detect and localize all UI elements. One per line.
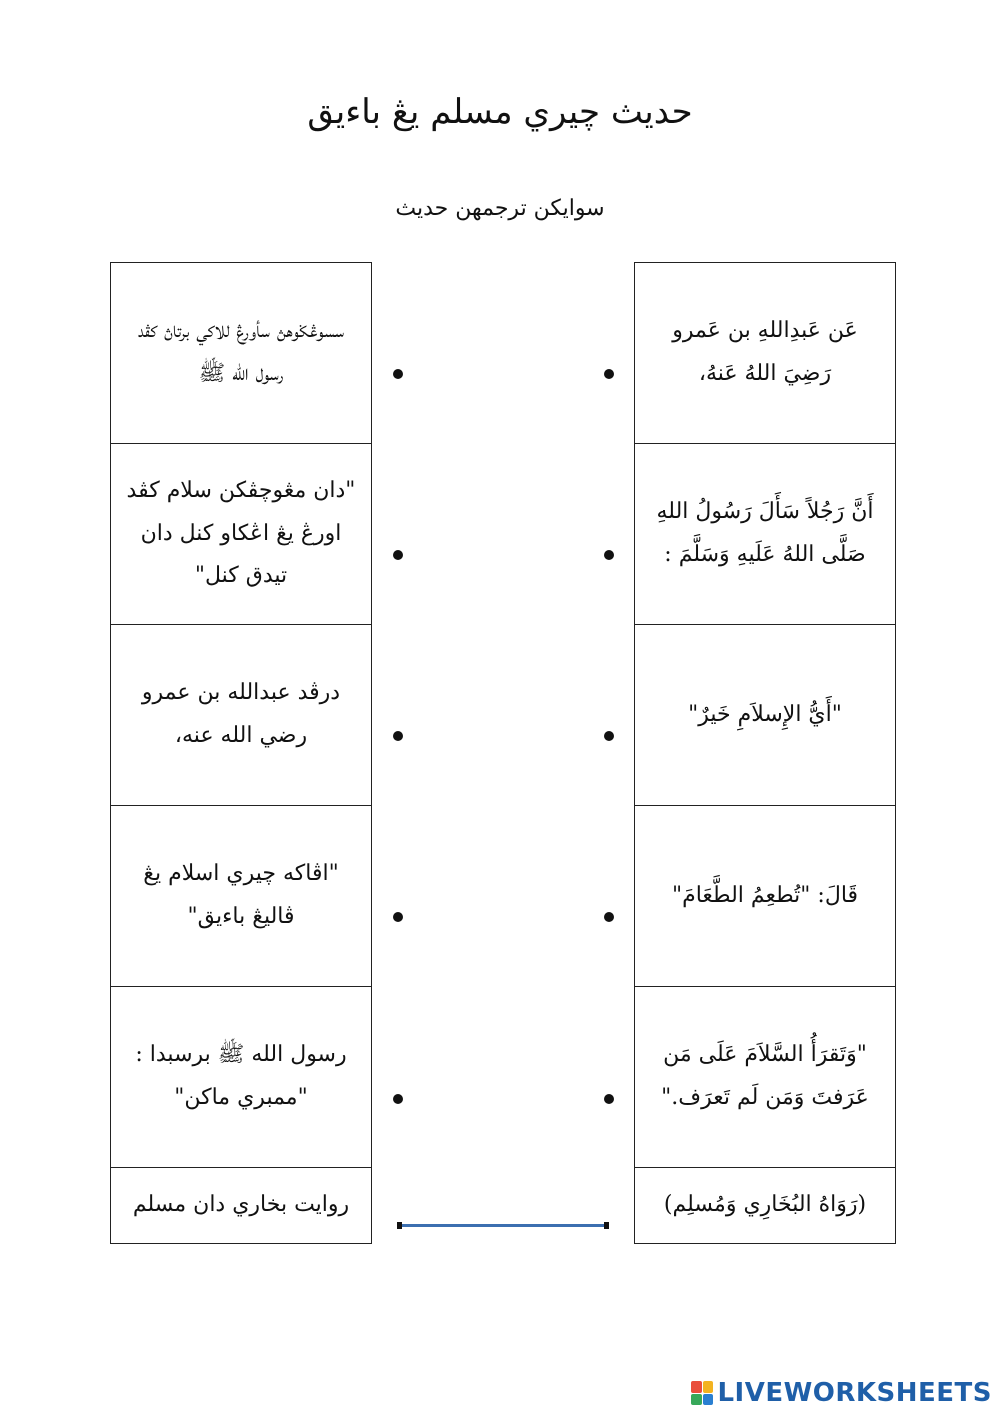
- liveworksheets-logo-icon: [691, 1381, 713, 1405]
- hadith-column: [634, 262, 896, 1244]
- translation-cell-1: سسوڠݢوهڽ سأورڠ للاکي برتاڽ کڤد رسول الله ﷺ: [111, 263, 371, 444]
- hadith-cell-1: عَن عَبدِاللهِ بن عَمرو رَضِيَ اللهُ عَنهُ،: [635, 263, 895, 444]
- hadith-cell-5: "وَتَقرَأُ السَّلاَمَ عَلَى مَن عَرَفتَ وَمَن لَم تَعرَف.": [635, 987, 895, 1168]
- match-dot-right-2[interactable]: [604, 550, 614, 560]
- translation-cell-2: "دان مڠوچڤکن سلام کڤد اورڠ يڠ اڠکاو کنل دان تيدق کنل": [111, 444, 371, 625]
- example-line-end: [604, 1222, 609, 1229]
- match-dot-right-4[interactable]: [604, 912, 614, 922]
- match-dot-left-1[interactable]: [393, 369, 403, 379]
- liveworksheets-brand: [691, 1378, 992, 1408]
- page-title: حديث چيري مسلم يڠ باءيق: [307, 92, 693, 132]
- match-dot-right-3[interactable]: [604, 731, 614, 741]
- match-dot-left-3[interactable]: [393, 731, 403, 741]
- example-line-start: [397, 1222, 402, 1229]
- brand-name: LIVEWORKSHEETS: [717, 1378, 992, 1408]
- hadith-cell-6: (رَوَاهُ البُخَارِي وَمُسلِم): [663, 1192, 867, 1218]
- translation-cell-3: درڤد عبدالله بن عمرو رضي الله عنه،: [111, 625, 371, 806]
- example-match-line: [399, 1224, 607, 1227]
- match-dot-left-5[interactable]: [393, 1094, 403, 1104]
- hadith-cell-4: قَالَ: "تُطعِمُ الطَّعَامَ": [635, 806, 895, 987]
- hadith-cell-2: أَنَّ رَجُلاً سَأَلَ رَسُولُ اللهِ صَلَّى اللهُ عَلَيهِ وَسَلَّمَ :: [635, 444, 895, 625]
- translation-cell-4: "اڤاکه چيري اسلام يڠ ڤاليڠ باءيق": [111, 806, 371, 987]
- match-dot-right-1[interactable]: [604, 369, 614, 379]
- translation-cell-6: روايت بخاري دان مسلم: [132, 1192, 350, 1218]
- hadith-cell-3: "أَيُّ الإِسلاَمِ خَيرٌ": [635, 625, 895, 806]
- translation-column: [110, 262, 372, 1244]
- instruction-text: سوايکن ترجمهن حديث: [395, 196, 605, 221]
- match-dot-left-2[interactable]: [393, 550, 403, 560]
- translation-cell-5: رسول الله ﷺ برسبدا : "ممبري ماکن": [111, 987, 371, 1168]
- match-dot-right-5[interactable]: [604, 1094, 614, 1104]
- match-dot-left-4[interactable]: [393, 912, 403, 922]
